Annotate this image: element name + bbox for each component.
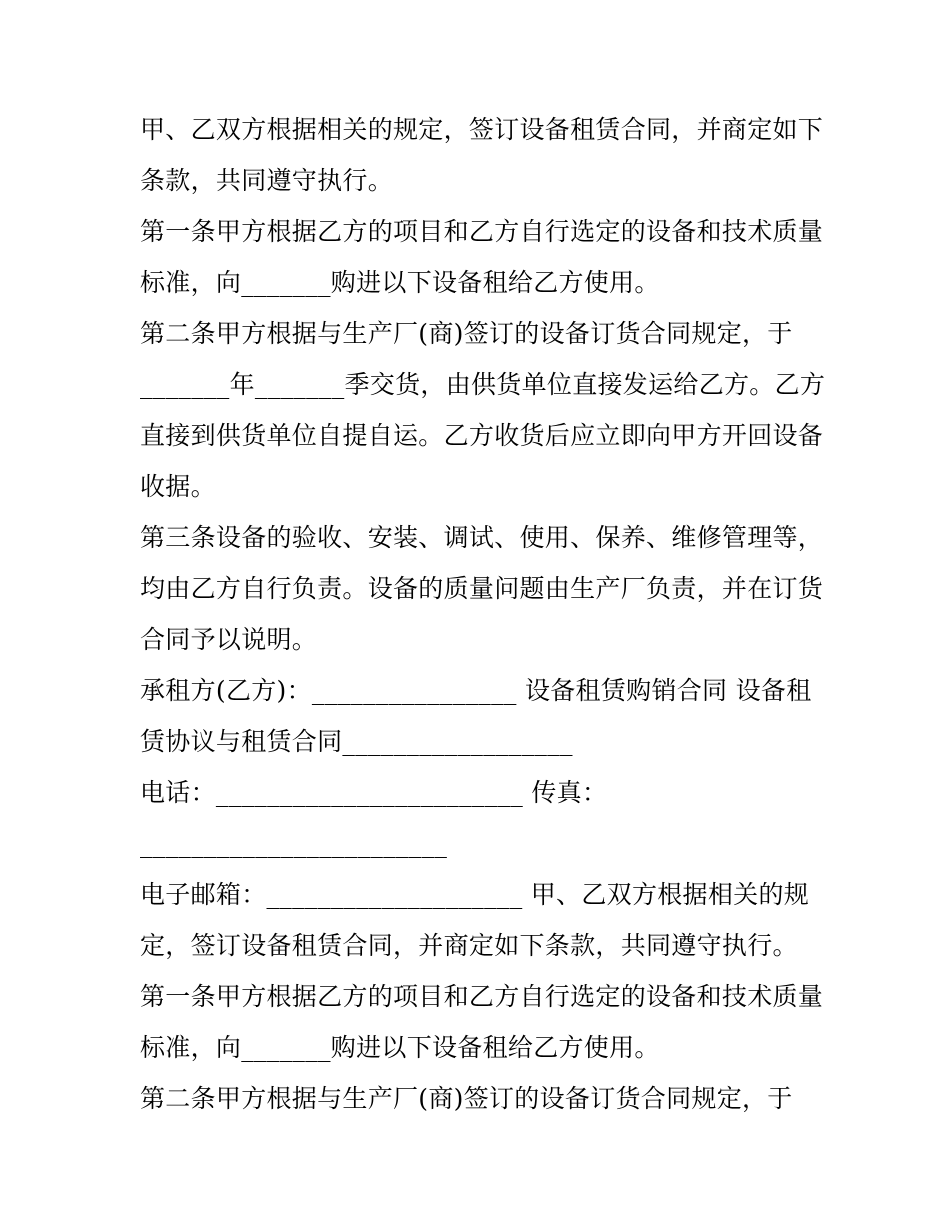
text-line-9: 第三条设备的验收、安装、调试、使用、保养、维修管理等， [140, 523, 824, 552]
text-line-18: 第一条甲方根据乙方的项目和乙方自行选定的设备和技术质量 [140, 982, 824, 1011]
text-line-8: 收据。 [140, 472, 216, 501]
text-line-19: 标准，向_______购进以下设备租给乙方使用。 [140, 1033, 660, 1062]
text-line-20: 第二条甲方根据与生产厂(商)签订的设备订货合同规定，于 [140, 1084, 793, 1113]
text-line-7: 直接到供货单位自提自运。乙方收货后应立即向甲方开回设备 [140, 421, 824, 450]
text-line-15: ________________________ [140, 829, 448, 858]
text-line-10: 均由乙方自行负责。设备的质量问题由生产厂负责，并在订货 [140, 574, 824, 603]
text-line-2: 条款，共同遵守执行。 [140, 166, 394, 195]
text-line-13: 赁协议与租赁合同__________________ [140, 727, 573, 756]
text-line-12: 承租方(乙方)：________________ 设备租赁购销合同 设备租 [140, 676, 812, 705]
text-line-16: 电子邮箱：____________________ 甲、乙双方根据相关的规 [140, 880, 810, 909]
text-line-4: 标准，向_______购进以下设备租给乙方使用。 [140, 268, 660, 297]
text-line-17: 定，签订设备租赁合同，并商定如下条款，共同遵守执行。 [140, 931, 798, 960]
text-line-6: _______年_______季交货，由供货单位直接发运给乙方。乙方 [140, 370, 826, 399]
text-line-5: 第二条甲方根据与生产厂(商)签订的设备订货合同规定，于 [140, 319, 793, 348]
text-line-14: 电话：________________________ 传真： [140, 778, 608, 807]
text-line-3: 第一条甲方根据乙方的项目和乙方自行选定的设备和技术质量 [140, 217, 824, 246]
text-line-11: 合同予以说明。 [140, 625, 318, 654]
document-body [140, 104, 826, 1124]
text-line-1: 甲、乙双方根据相关的规定，签订设备租赁合同，并商定如下 [140, 115, 824, 144]
